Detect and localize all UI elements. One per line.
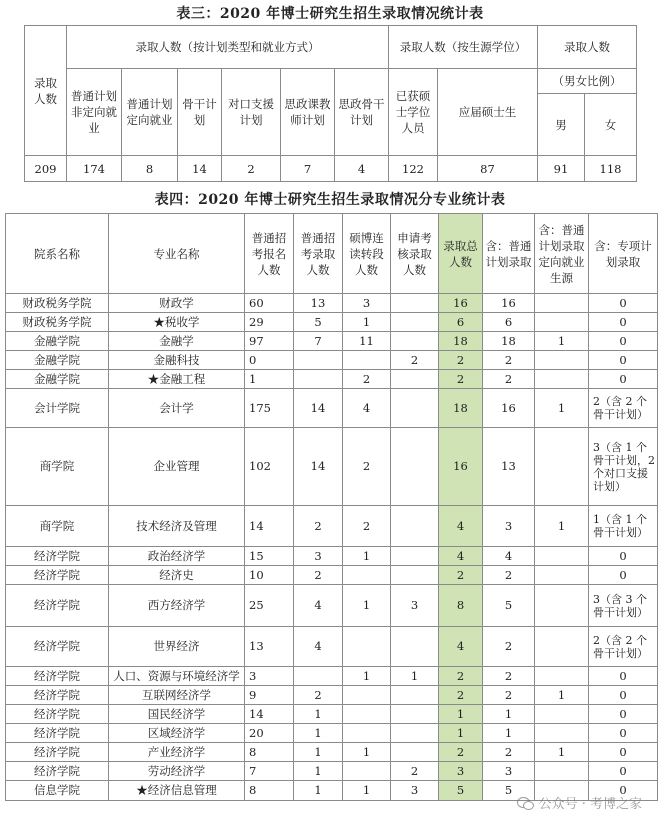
header-gender-ratio: （男女比例） — [538, 69, 637, 94]
subheader: 普通计划非定向就业 — [67, 69, 122, 156]
table-row — [6, 351, 658, 370]
value-cell — [343, 351, 391, 370]
value-cell: 18 — [439, 332, 483, 351]
table-row — [6, 743, 658, 762]
value-cell: 1 — [535, 686, 589, 705]
table-row — [6, 428, 658, 506]
value-cell: 1 — [535, 389, 589, 428]
table-row — [6, 724, 658, 743]
value-cell — [391, 389, 439, 428]
major-cell: 经济史 — [109, 566, 245, 585]
value-cell: 3 — [343, 294, 391, 313]
value-cell: 16 — [483, 389, 535, 428]
value-cell: 1 — [343, 585, 391, 627]
department-cell: 财政税务学院 — [6, 313, 109, 332]
value-cell — [535, 547, 589, 566]
value-cell: 13 — [245, 627, 294, 667]
major-cell: 技术经济及管理 — [109, 506, 245, 547]
value-cell: 5 — [439, 781, 483, 801]
value-cell — [391, 506, 439, 547]
subheader: 应届硕士生 — [438, 69, 538, 156]
value-cell: 60 — [245, 294, 294, 313]
cell: 91 — [538, 156, 585, 182]
value-cell — [535, 566, 589, 585]
value-cell: 2 — [439, 667, 483, 686]
value-cell: 14 — [294, 389, 343, 428]
value-cell: 5 — [483, 781, 535, 801]
wechat-icon — [517, 796, 534, 810]
value-cell: 0 — [589, 294, 658, 313]
department-cell: 经济学院 — [6, 743, 109, 762]
value-cell — [343, 686, 391, 705]
value-cell — [391, 428, 439, 506]
value-cell: 0 — [589, 743, 658, 762]
value-cell: 7 — [245, 762, 294, 781]
value-cell: 3 — [294, 547, 343, 566]
department-cell: 经济学院 — [6, 686, 109, 705]
cell: 118 — [585, 156, 637, 182]
value-cell: 2 — [439, 686, 483, 705]
department-cell: 金融学院 — [6, 370, 109, 389]
value-cell: 16 — [439, 294, 483, 313]
value-cell — [294, 667, 343, 686]
value-cell: 2 — [483, 667, 535, 686]
value-cell: 1 — [294, 705, 343, 724]
value-cell: 2 — [294, 566, 343, 585]
major-cell: 区域经济学 — [109, 724, 245, 743]
department-cell: 经济学院 — [6, 547, 109, 566]
value-cell — [391, 313, 439, 332]
value-cell: 3 — [483, 762, 535, 781]
column-header: 含：普通计划录取 — [483, 214, 535, 294]
value-cell: 2 — [483, 686, 535, 705]
major-cell: 世界经济 — [109, 627, 245, 667]
value-cell — [391, 705, 439, 724]
major-cell: 产业经济学 — [109, 743, 245, 762]
value-cell — [343, 762, 391, 781]
cell: 14 — [178, 156, 222, 182]
value-cell: 0 — [589, 762, 658, 781]
value-cell: 1 — [343, 313, 391, 332]
value-cell: 1 — [294, 781, 343, 801]
value-cell: 1 — [343, 781, 391, 801]
column-header: 录取总人数 — [439, 214, 483, 294]
value-cell — [535, 762, 589, 781]
major-cell: 人口、资源与环境经济学 — [109, 667, 245, 686]
value-cell — [535, 667, 589, 686]
value-cell: 0 — [589, 724, 658, 743]
value-cell: 3（含 1 个骨干计划，2 个对口支援计划） — [589, 428, 658, 506]
value-cell: 1 — [439, 705, 483, 724]
value-cell — [343, 566, 391, 585]
value-cell: 1 — [294, 724, 343, 743]
value-cell — [343, 627, 391, 667]
value-cell: 3 — [391, 781, 439, 801]
value-cell — [391, 743, 439, 762]
table-row — [6, 332, 658, 351]
value-cell: 1 — [343, 743, 391, 762]
column-header: 含：专项计划录取 — [589, 214, 658, 294]
cell: 122 — [389, 156, 438, 182]
value-cell — [535, 428, 589, 506]
value-cell: 175 — [245, 389, 294, 428]
table3-title: 表三：2020 年博士研究生招生录取情况统计表 — [176, 6, 484, 22]
value-cell: 3 — [483, 506, 535, 547]
value-cell: 7 — [294, 332, 343, 351]
value-cell: 1 — [343, 667, 391, 686]
table-row — [6, 313, 658, 332]
value-cell — [535, 370, 589, 389]
table-row — [6, 686, 658, 705]
value-cell: 102 — [245, 428, 294, 506]
value-cell: 6 — [483, 313, 535, 332]
department-cell: 信息学院 — [6, 781, 109, 801]
value-cell — [535, 705, 589, 724]
department-cell: 经济学院 — [6, 705, 109, 724]
value-cell: 1 — [483, 705, 535, 724]
value-cell: 2 — [439, 566, 483, 585]
value-cell: 6 — [439, 313, 483, 332]
major-cell: ★经济信息管理 — [109, 781, 245, 801]
table-row — [6, 762, 658, 781]
department-cell: 商学院 — [6, 506, 109, 547]
cell: 8 — [122, 156, 178, 182]
value-cell — [391, 566, 439, 585]
header-by-plan: 录取人数（按计划类型和就业方式） — [67, 26, 389, 69]
table-row — [6, 627, 658, 667]
value-cell: 1 — [439, 724, 483, 743]
watermark — [517, 793, 642, 812]
table-row — [6, 506, 658, 547]
table-row — [6, 585, 658, 627]
department-cell: 财政税务学院 — [6, 294, 109, 313]
header-total-admitted: 录取人数 — [25, 26, 67, 156]
value-cell: 97 — [245, 332, 294, 351]
value-cell: 1（含 1 个骨干计划） — [589, 506, 658, 547]
value-cell — [391, 370, 439, 389]
major-cell: 金融学 — [109, 332, 245, 351]
value-cell: 3 — [391, 585, 439, 627]
department-cell: 金融学院 — [6, 332, 109, 351]
major-cell: 政治经济学 — [109, 547, 245, 566]
major-cell: 互联网经济学 — [109, 686, 245, 705]
table4-title: 表四：2020 年博士研究生招生录取情况分专业统计表 — [154, 192, 506, 208]
header-by-source: 录取人数（按生源学位） — [389, 26, 538, 69]
value-cell — [535, 351, 589, 370]
department-cell: 经济学院 — [6, 762, 109, 781]
department-cell: 商学院 — [6, 428, 109, 506]
value-cell: 0 — [589, 370, 658, 389]
value-cell: 0 — [589, 332, 658, 351]
value-cell: 0 — [589, 566, 658, 585]
value-cell: 2 — [483, 743, 535, 762]
cell: 2 — [222, 156, 281, 182]
value-cell: 9 — [245, 686, 294, 705]
value-cell — [535, 627, 589, 667]
value-cell: 16 — [439, 428, 483, 506]
value-cell — [294, 370, 343, 389]
subheader: 思政课教师计划 — [281, 69, 335, 156]
value-cell — [535, 724, 589, 743]
value-cell: 1 — [483, 724, 535, 743]
value-cell: 2 — [343, 428, 391, 506]
value-cell: 1 — [535, 332, 589, 351]
department-cell: 金融学院 — [6, 351, 109, 370]
value-cell: 2 — [483, 370, 535, 389]
column-header: 普通招考录取人数 — [294, 214, 343, 294]
value-cell: 3 — [439, 762, 483, 781]
value-cell — [391, 332, 439, 351]
column-header: 专业名称 — [109, 214, 245, 294]
value-cell: 8 — [245, 781, 294, 801]
department-cell: 经济学院 — [6, 585, 109, 627]
value-cell: 2（含 2 个骨干计划） — [589, 627, 658, 667]
value-cell: 18 — [439, 389, 483, 428]
value-cell: 15 — [245, 547, 294, 566]
value-cell: 25 — [245, 585, 294, 627]
table-row — [6, 566, 658, 585]
column-header: 普通招考报名人数 — [245, 214, 294, 294]
major-cell: 金融科技 — [109, 351, 245, 370]
table-row — [6, 370, 658, 389]
value-cell: 14 — [245, 506, 294, 547]
major-cell: ★税收学 — [109, 313, 245, 332]
value-cell — [343, 724, 391, 743]
column-header: 含：普通计划录取定向就业生源 — [535, 214, 589, 294]
value-cell: 3（含 3 个骨干计划） — [589, 585, 658, 627]
value-cell — [294, 351, 343, 370]
value-cell: 8 — [439, 585, 483, 627]
value-cell: 4 — [343, 389, 391, 428]
admission-by-major-table — [5, 213, 658, 801]
value-cell: 4 — [294, 627, 343, 667]
department-cell: 经济学院 — [6, 724, 109, 743]
value-cell: 3 — [245, 667, 294, 686]
value-cell: 14 — [294, 428, 343, 506]
value-cell: 10 — [245, 566, 294, 585]
major-cell: 财政学 — [109, 294, 245, 313]
column-header: 院系名称 — [6, 214, 109, 294]
subheader: 普通计划定向就业 — [122, 69, 178, 156]
value-cell: 0 — [589, 781, 658, 801]
major-cell: 劳动经济学 — [109, 762, 245, 781]
subheader-female: 女 — [585, 94, 637, 156]
value-cell: 2 — [439, 743, 483, 762]
value-cell: 11 — [343, 332, 391, 351]
value-cell: 1 — [535, 506, 589, 547]
value-cell: 5 — [294, 313, 343, 332]
value-cell: 14 — [245, 705, 294, 724]
value-cell: 2 — [343, 506, 391, 547]
major-cell: 国民经济学 — [109, 705, 245, 724]
value-cell: 13 — [483, 428, 535, 506]
value-cell: 0 — [589, 705, 658, 724]
watermark-text: 公众号 · 考博之家 — [538, 797, 642, 812]
value-cell: 2 — [439, 370, 483, 389]
department-cell: 经济学院 — [6, 667, 109, 686]
major-cell: ★金融工程 — [109, 370, 245, 389]
value-cell: 0 — [589, 351, 658, 370]
value-cell: 2 — [343, 370, 391, 389]
value-cell — [391, 547, 439, 566]
value-cell: 2 — [483, 627, 535, 667]
table-row — [6, 389, 658, 428]
value-cell: 4 — [439, 627, 483, 667]
value-cell: 0 — [589, 313, 658, 332]
value-cell: 18 — [483, 332, 535, 351]
value-cell: 2 — [483, 566, 535, 585]
column-header: 硕博连读转段人数 — [343, 214, 391, 294]
value-cell: 2 — [391, 762, 439, 781]
value-cell — [535, 294, 589, 313]
value-cell: 1 — [294, 743, 343, 762]
table-row — [6, 667, 658, 686]
value-cell: 29 — [245, 313, 294, 332]
value-cell — [535, 313, 589, 332]
subheader-male: 男 — [538, 94, 585, 156]
value-cell: 0 — [589, 547, 658, 566]
major-cell: 企业管理 — [109, 428, 245, 506]
department-cell: 经济学院 — [6, 627, 109, 667]
value-cell: 4 — [439, 547, 483, 566]
cell: 174 — [67, 156, 122, 182]
value-cell: 13 — [294, 294, 343, 313]
value-cell: 4 — [294, 585, 343, 627]
value-cell: 0 — [589, 667, 658, 686]
subheader: 已获硕士学位人员 — [389, 69, 438, 156]
cell: 87 — [438, 156, 538, 182]
table-row — [6, 547, 658, 566]
value-cell: 0 — [589, 686, 658, 705]
header-by-gender: 录取人数 — [538, 26, 637, 69]
value-cell: 2 — [483, 351, 535, 370]
value-cell: 2 — [294, 506, 343, 547]
value-cell: 1 — [391, 667, 439, 686]
cell: 7 — [281, 156, 335, 182]
value-cell — [391, 294, 439, 313]
department-cell: 会计学院 — [6, 389, 109, 428]
value-cell: 1 — [343, 547, 391, 566]
value-cell: 0 — [245, 351, 294, 370]
cell-total: 209 — [25, 156, 67, 182]
value-cell: 2 — [391, 351, 439, 370]
admission-summary-table — [24, 25, 637, 182]
value-cell: 2 — [294, 686, 343, 705]
value-cell — [535, 585, 589, 627]
value-cell: 8 — [245, 743, 294, 762]
value-cell — [391, 627, 439, 667]
value-cell: 1 — [245, 370, 294, 389]
value-cell: 2 — [439, 351, 483, 370]
value-cell: 16 — [483, 294, 535, 313]
subheader: 骨干计划 — [178, 69, 222, 156]
subheader: 对口支援计划 — [222, 69, 281, 156]
major-cell: 西方经济学 — [109, 585, 245, 627]
value-cell: 1 — [535, 743, 589, 762]
value-cell: 4 — [439, 506, 483, 547]
value-cell: 2（含 2 个骨干计划） — [589, 389, 658, 428]
subheader: 思政骨干计划 — [335, 69, 389, 156]
column-header: 申请考核录取人数 — [391, 214, 439, 294]
value-cell: 5 — [483, 585, 535, 627]
value-cell — [343, 705, 391, 724]
value-cell — [391, 724, 439, 743]
value-cell: 4 — [483, 547, 535, 566]
department-cell: 经济学院 — [6, 566, 109, 585]
table-row — [6, 705, 658, 724]
value-cell — [391, 686, 439, 705]
major-cell: 会计学 — [109, 389, 245, 428]
cell: 4 — [335, 156, 389, 182]
table-row — [6, 294, 658, 313]
value-cell: 1 — [294, 762, 343, 781]
value-cell: 20 — [245, 724, 294, 743]
